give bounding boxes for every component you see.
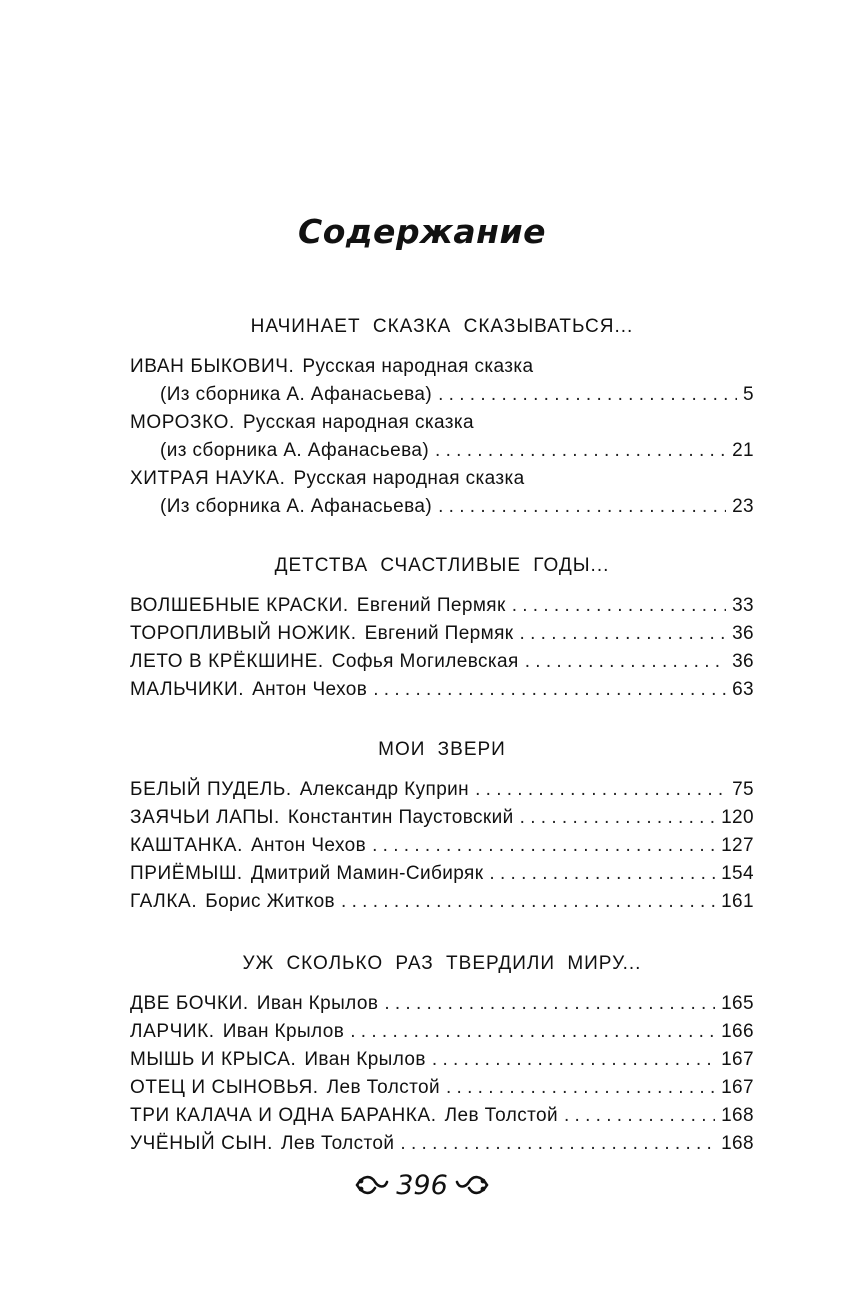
dot-leader	[520, 620, 727, 648]
toc-entry	[130, 676, 754, 704]
entry-author: Борис Житков	[205, 891, 336, 912]
entry-page: 166	[721, 1021, 754, 1042]
entry-title: ДВЕ БОЧКИ.	[130, 993, 249, 1014]
entry-page: 36	[732, 623, 754, 644]
entry-page: 33	[732, 595, 754, 616]
toc-entry	[130, 804, 754, 832]
section-header: МОИ ЗВЕРИ	[378, 739, 506, 760]
entry-page: 36	[732, 651, 754, 672]
dot-leader	[373, 676, 726, 704]
entry-title: ЗАЯЧЬИ ЛАПЫ.	[130, 807, 280, 828]
entry-title: ВОЛШЕБНЫЕ КРАСКИ.	[130, 595, 349, 616]
toc-entry	[130, 648, 754, 676]
entry-author: Иван Крылов	[304, 1049, 426, 1070]
entry-page: 167	[721, 1077, 754, 1098]
entry-title: КАШТАНКА.	[130, 835, 243, 856]
dot-leader	[525, 648, 726, 676]
entry-page: 168	[721, 1105, 754, 1126]
toc-entry	[130, 860, 754, 888]
toc-entry	[130, 776, 754, 804]
entry-author: Иван Крылов	[222, 1021, 345, 1042]
entry-author: (из сборника А. Афанасьева)	[160, 440, 430, 461]
entry-page: 21	[732, 440, 754, 461]
entry-author: Лев Толстой	[326, 1077, 440, 1098]
dot-leader	[400, 1130, 715, 1158]
dot-leader	[438, 381, 737, 409]
toc-entry	[130, 409, 754, 437]
entry-author: Дмитрий Мамин-Сибиряк	[250, 863, 484, 884]
entry-title: ТРИ КАЛАЧА И ОДНА БАРАНКА.	[130, 1105, 437, 1126]
toc-entry	[130, 493, 754, 521]
entry-author: Александр Куприн	[299, 779, 470, 800]
entry-title: ХИТРАЯ НАУКА.	[130, 468, 286, 489]
entry-title: ОТЕЦ И СЫНОВЬЯ.	[130, 1077, 319, 1098]
entry-title: ЛАРЧИК.	[130, 1021, 215, 1042]
toc-entry	[130, 1130, 754, 1158]
entry-page: 161	[721, 891, 754, 912]
entry-author: Константин Паустовский	[287, 807, 514, 828]
section-header: ДЕТСТВА СЧАСТЛИВЫЕ ГОДЫ...	[274, 555, 610, 576]
dot-leader	[520, 804, 715, 832]
entry-page: 63	[732, 679, 754, 700]
dot-leader	[438, 493, 726, 521]
entry-author: Софья Могилевская	[331, 651, 519, 672]
entry-title: МАЛЬЧИКИ.	[130, 679, 245, 700]
entry-page: 154	[721, 863, 754, 884]
toc-entry	[130, 437, 754, 465]
page-number: 396	[396, 1170, 448, 1201]
entry-title: ПРИЁМЫШ.	[130, 863, 243, 884]
entry-author: Лев Толстой	[444, 1105, 558, 1126]
right-scroll-ornament-icon	[448, 1175, 489, 1200]
toc-entry	[130, 353, 754, 381]
dot-leader	[384, 990, 715, 1018]
section-header: НАЧИНАЕТ СКАЗКА СКАЗЫВАТЬСЯ...	[250, 316, 634, 337]
entry-author: Русская народная сказка	[293, 468, 525, 489]
entry-title: ТОРОПЛИВЫЙ НОЖИК.	[130, 623, 357, 644]
entry-author: (Из сборника А. Афанасьева)	[160, 496, 433, 517]
entry-page: 168	[721, 1133, 754, 1154]
dot-leader	[350, 1018, 715, 1046]
entry-author: Антон Чехов	[252, 679, 368, 700]
entry-author: Лев Толстой	[281, 1133, 395, 1154]
page-footer	[0, 1170, 844, 1201]
entry-page: 127	[721, 835, 754, 856]
dot-leader	[489, 860, 715, 888]
entry-author: Русская народная сказка	[302, 356, 534, 377]
toc-section	[130, 736, 754, 916]
toc-section	[130, 950, 754, 1158]
dot-leader	[475, 776, 726, 804]
toc-section	[130, 313, 754, 521]
entry-author: (Из сборника А. Афанасьева)	[160, 384, 433, 405]
toc-entry	[130, 381, 754, 409]
entry-title: ЛЕТО В КРЁКШИНЕ.	[130, 651, 324, 672]
entry-page: 23	[732, 496, 754, 517]
entry-title: МОРОЗКО.	[130, 412, 235, 433]
toc-entry	[130, 1046, 754, 1074]
toc-entry	[130, 1102, 754, 1130]
entry-page: 120	[721, 807, 754, 828]
left-scroll-ornament-icon	[355, 1175, 396, 1200]
entry-title: ГАЛКА.	[130, 891, 198, 912]
toc-entry	[130, 832, 754, 860]
entry-title: УЧЁНЫЙ СЫН.	[130, 1133, 274, 1154]
entry-page: 167	[721, 1049, 754, 1070]
dot-leader	[372, 832, 715, 860]
entry-title: МЫШЬ И КРЫСА.	[130, 1049, 297, 1070]
toc-section	[130, 552, 754, 704]
section-header: УЖ СКОЛЬКО РАЗ ТВЕРДИЛИ МИРУ...	[242, 953, 642, 974]
toc-entry	[130, 888, 754, 916]
toc-entry	[130, 990, 754, 1018]
dot-leader	[435, 437, 726, 465]
entry-page: 75	[732, 779, 754, 800]
dot-leader	[341, 888, 715, 916]
toc-entry	[130, 1074, 754, 1102]
dot-leader	[432, 1046, 715, 1074]
dot-leader	[446, 1074, 715, 1102]
dot-leader	[512, 592, 726, 620]
entry-page: 165	[721, 993, 754, 1014]
entry-title: БЕЛЫЙ ПУДЕЛЬ.	[130, 779, 292, 800]
entry-author: Русская народная сказка	[242, 412, 474, 433]
entry-author: Евгений Пермяк	[364, 623, 514, 644]
entry-title: ИВАН БЫКОВИЧ.	[130, 356, 295, 377]
entry-author: Антон Чехов	[250, 835, 367, 856]
toc-entry	[130, 620, 754, 648]
entry-page: 5	[743, 384, 754, 405]
entry-author: Евгений Пермяк	[356, 595, 506, 616]
dot-leader	[564, 1102, 715, 1130]
toc-entry	[130, 1018, 754, 1046]
page-title: Содержание	[298, 212, 546, 251]
entry-author: Иван Крылов	[256, 993, 379, 1014]
toc-entry	[130, 592, 754, 620]
toc-entry	[130, 465, 754, 493]
